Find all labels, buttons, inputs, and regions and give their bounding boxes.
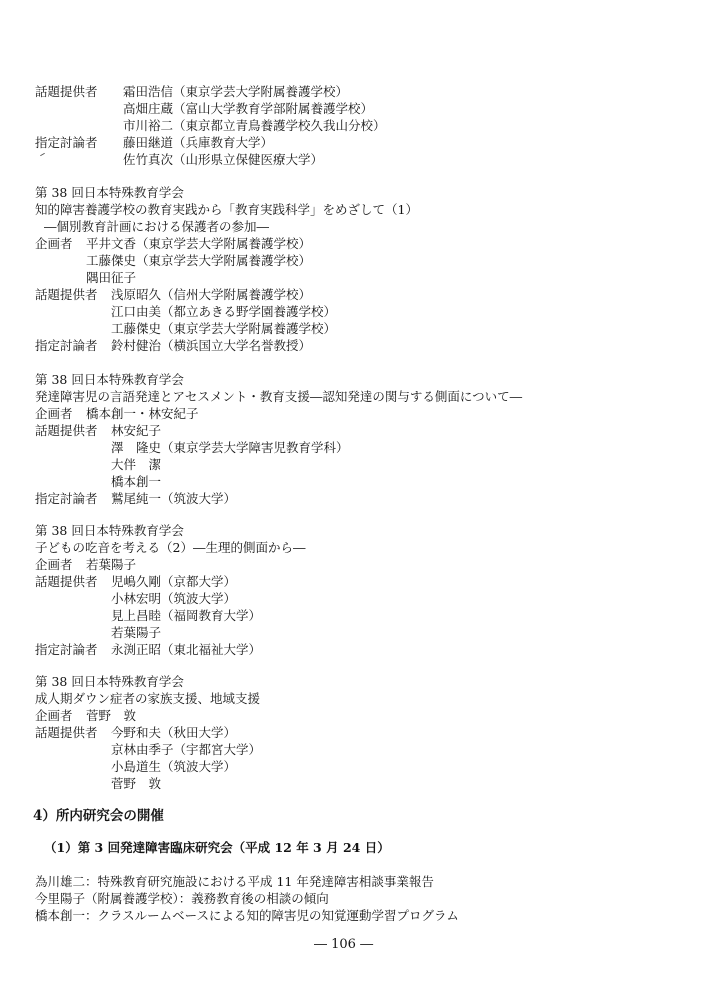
role-label: 指定討論者: [35, 338, 98, 353]
participant-name: 若葉陽子: [111, 625, 162, 640]
participant-name: 浅原昭久（信州大学附属養護学校）: [111, 287, 312, 302]
session-title: 成人期ダウン症者の家族支援、地域支援: [35, 691, 261, 706]
conference-name: 第 38 回日本特殊教育学会: [35, 185, 184, 200]
participant-name: 高畑庄蔵（富山大学教育学部附属養護学校）: [123, 101, 374, 116]
role-label: 話題提供者: [35, 574, 98, 589]
participant-name: 江口由美（都立あきる野学園養護学校）: [111, 304, 337, 319]
session-subtitle: ―個別教育計画における保護者の参加―: [44, 219, 270, 234]
role-label: 企画者: [35, 557, 73, 572]
participant-name: 京林由季子（宇都宮大学）: [111, 742, 262, 757]
participant-name: 平井文香（東京学芸大学附属養護学校）: [86, 236, 312, 251]
role-label: 指定討論者: [35, 135, 98, 150]
participant-name: 児嶋久剛（京都大学）: [111, 574, 237, 589]
page-number: ― 106 ―: [314, 937, 374, 952]
role-label: 話題提供者: [35, 287, 98, 302]
role-label: 話題提供者: [35, 84, 98, 99]
participant-name: 永渕正昭（東北福祉大学）: [111, 642, 262, 657]
participant-name: 鷲尾純一（筑波大学）: [111, 491, 237, 506]
participant-name: 隅田征子: [86, 270, 137, 285]
conference-name: 第 38 回日本特殊教育学会: [35, 674, 184, 689]
session-title: 発達障害児の言語発達とアセスメント・教育支援―認知発達の関与する側面について―: [35, 389, 523, 404]
report-item: 今里陽子（附属養護学校）：義務教育後の相談の傾向: [35, 891, 329, 906]
participant-name: 小島道生（筑波大学）: [111, 759, 237, 774]
report-item: 橋本創一：クラスルームベースによる知的障害児の知覚運動学習プログラム: [35, 908, 459, 923]
conference-name: 第 38 回日本特殊教育学会: [35, 372, 184, 387]
participant-name: 大伴 潔: [111, 457, 162, 472]
participant-name: 若葉陽子: [86, 557, 137, 572]
participant-name: 菅野 敦: [111, 776, 162, 791]
participant-name: 澤 隆史（東京学芸大学障害児教育学科）: [111, 440, 349, 455]
role-label: 話題提供者: [35, 423, 98, 438]
subsection-heading: （1）第 3 回発達障害臨床研究会（平成 12 年 3 月 24 日）: [44, 840, 390, 855]
session-title: 子どもの吃音を考える（2）―生理的側面から―: [35, 540, 306, 555]
role-label: 話題提供者: [35, 725, 98, 740]
participant-name: 橋本創一: [111, 474, 162, 489]
participant-name: 見上昌睦（福岡教育大学）: [111, 608, 262, 623]
participant-name: 工藤傑史（東京学芸大学附属養護学校）: [111, 321, 337, 336]
participant-name: 鈴村健治（横浜国立大学名誉教授）: [111, 338, 312, 353]
role-label: 企画者: [35, 236, 73, 251]
participant-name: 市川裕二（東京都立青鳥養護学校久我山分校）: [123, 118, 386, 133]
participant-name: 林安紀子: [111, 423, 162, 438]
participant-name: 橋本創一・林安紀子: [86, 406, 199, 421]
role-label: 企画者: [35, 708, 73, 723]
stray-mark: [40, 153, 45, 156]
section-heading: 4）所内研究会の開催: [33, 808, 164, 824]
participant-name: 霜田浩信（東京学芸大学附属養護学校）: [123, 84, 349, 99]
participant-name: 工藤傑史（東京学芸大学附属養護学校）: [86, 253, 312, 268]
participant-name: 菅野 敦: [86, 708, 137, 723]
role-label: 指定討論者: [35, 491, 98, 506]
session-title: 知的障害養護学校の教育実践から「教育実践科学」をめざして（1）: [35, 202, 418, 217]
participant-name: 佐竹真次（山形県立保健医療大学）: [123, 152, 324, 167]
conference-name: 第 38 回日本特殊教育学会: [35, 523, 184, 538]
participant-name: 小林宏明（筑波大学）: [111, 591, 237, 606]
participant-name: 今野和夫（秋田大学）: [111, 725, 237, 740]
role-label: 指定討論者: [35, 642, 98, 657]
participant-name: 藤田継道（兵庫教育大学）: [123, 135, 274, 150]
report-item: 為川雄二：特殊教育研究施設における平成 11 年発達障害相談事業報告: [35, 874, 434, 889]
role-label: 企画者: [35, 406, 73, 421]
